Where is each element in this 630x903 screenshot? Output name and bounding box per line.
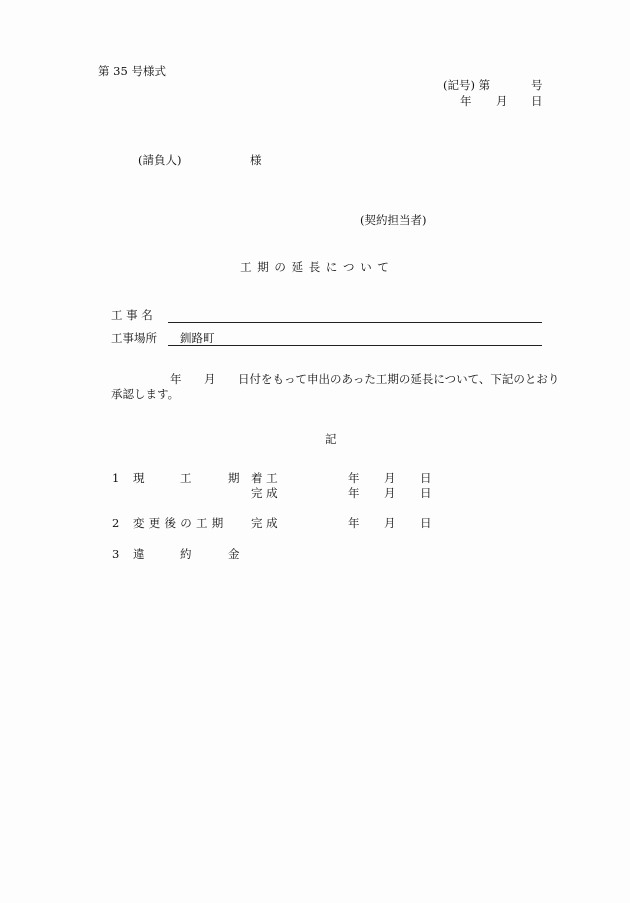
honorific: 様 <box>250 153 262 167</box>
item2-number: 2 <box>112 516 120 530</box>
item3-label-c: 金 <box>228 547 240 561</box>
item1-number: 1 <box>112 471 120 485</box>
date-month: 月 <box>496 94 508 108</box>
item1-finish-day: 日 <box>420 486 432 500</box>
notes-heading: 記 <box>325 432 337 446</box>
contract-officer-label: (契約担当者) <box>360 213 427 227</box>
work-name-label: 工 事 名 <box>111 308 153 322</box>
body-line-1: 日付をもって申出のあった工期の延長について、下記のとおり <box>238 372 560 386</box>
body-year: 年 <box>170 372 182 386</box>
item1-finish-month: 月 <box>384 486 396 500</box>
item1-start-year: 年 <box>348 471 360 485</box>
item1-start-month: 月 <box>384 471 396 485</box>
reference-prefix: (記号) 第 <box>443 78 491 92</box>
body-month: 月 <box>204 372 216 386</box>
date-year: 年 <box>460 94 472 108</box>
item1-finish-label: 完 成 <box>251 486 278 500</box>
item2-finish-day: 日 <box>420 516 432 530</box>
document-title: 工 期 の 延 長 に つ い て <box>240 260 390 274</box>
item2-finish-month: 月 <box>384 516 396 530</box>
body-line-2: 承認します。 <box>111 387 180 401</box>
item2-finish-year: 年 <box>348 516 360 530</box>
work-place-value: 釧路町 <box>180 331 215 345</box>
item1-start-label: 着 工 <box>251 471 278 485</box>
item1-finish-year: 年 <box>348 486 360 500</box>
form-number: 第 35 号様式 <box>98 64 166 78</box>
work-place-underline <box>168 345 542 346</box>
work-name-underline <box>168 322 542 323</box>
contractor-label: (請負人) <box>138 153 182 167</box>
reference-suffix: 号 <box>531 78 543 92</box>
work-place-label: 工事場所 <box>111 331 157 345</box>
item1-start-day: 日 <box>420 471 432 485</box>
item2-label: 変 更 後 の 工 期 <box>133 516 224 530</box>
date-day: 日 <box>531 94 543 108</box>
item2-finish-label: 完 成 <box>251 516 278 530</box>
item1-label-a: 現 <box>133 471 145 485</box>
item1-label-c: 期 <box>228 471 240 485</box>
item3-label-a: 違 <box>133 547 145 561</box>
item3-label-b: 約 <box>180 547 192 561</box>
item3-number: 3 <box>112 547 120 561</box>
item1-label-b: 工 <box>180 471 192 485</box>
